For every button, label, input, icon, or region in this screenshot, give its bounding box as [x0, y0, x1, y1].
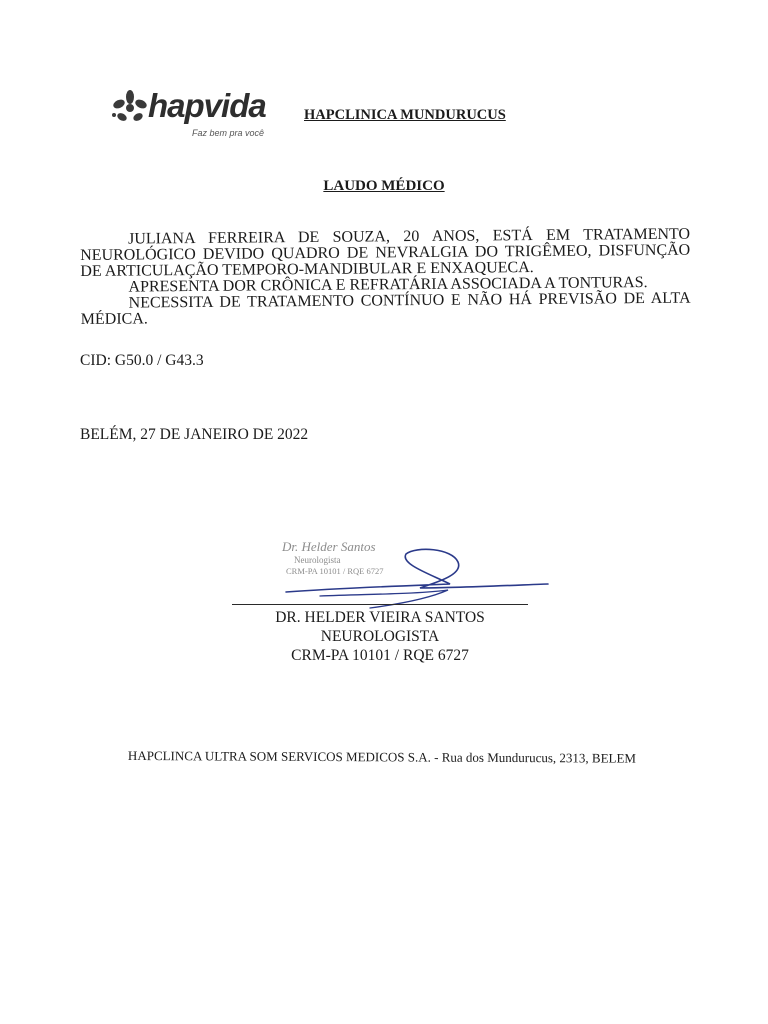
- doctor-signature-block: [230, 608, 530, 665]
- stamp-name: Dr. Helder Santos: [282, 539, 376, 554]
- report-paragraph-treatment: NECESSITA DE TRATAMENTO CONTÍNUO E NÃO HÁ PREVISÃO DE ALTA MÉDICA.: [80, 289, 691, 328]
- footer-address: HAPCLINCA ULTRA SOM SERVICOS MEDICOS S.A. - Rua dos Mundurucus, 2313, BELEM: [127, 748, 637, 766]
- stamp-crm: CRM-PA 10101 / RQE 6727: [286, 566, 384, 576]
- report-paragraph-diagnosis: JULIANA FERREIRA DE SOUZA, 20 ANOS, ESTÁ EM TRATAMENTO NEUROLÓGICO DEVIDO QUADRO DE NEVRALGIA DO TRIGÊMEO, DISFUNÇÃO DE ARTICULAÇÃO TEMPORO-MANDIBULAR E ENXAQUECA.: [80, 225, 691, 280]
- doctor-name: DR. HELDER VIEIRA SANTOS: [275, 609, 485, 626]
- logo-tagline: Faz bem pra você: [192, 128, 265, 138]
- doctor-specialty: NEUROLOGISTA: [320, 628, 440, 645]
- report-body: [80, 227, 691, 328]
- hapvida-logo: [110, 84, 290, 144]
- stamp-specialty: Neurologista: [294, 555, 341, 565]
- flower-logo-icon: [110, 88, 150, 128]
- report-paragraph-symptoms: APRESENTA DOR CRÔNICA E REFRATÁRIA ASSOCIADA A TONTURAS.: [128, 274, 648, 296]
- document-title: LAUDO MÉDICO: [323, 178, 445, 194]
- logo-wordmark: hapvida: [148, 87, 266, 124]
- report-date: BELÉM, 27 DE JANEIRO DE 2022: [80, 426, 309, 443]
- cid-codes: CID: G50.0 / G43.3: [80, 352, 204, 369]
- doctor-crm: CRM-PA 10101 / RQE 6727: [291, 647, 469, 664]
- clinic-name: HAPCLINICA MUNDURUCUS: [304, 107, 506, 123]
- signature-line: [232, 604, 528, 605]
